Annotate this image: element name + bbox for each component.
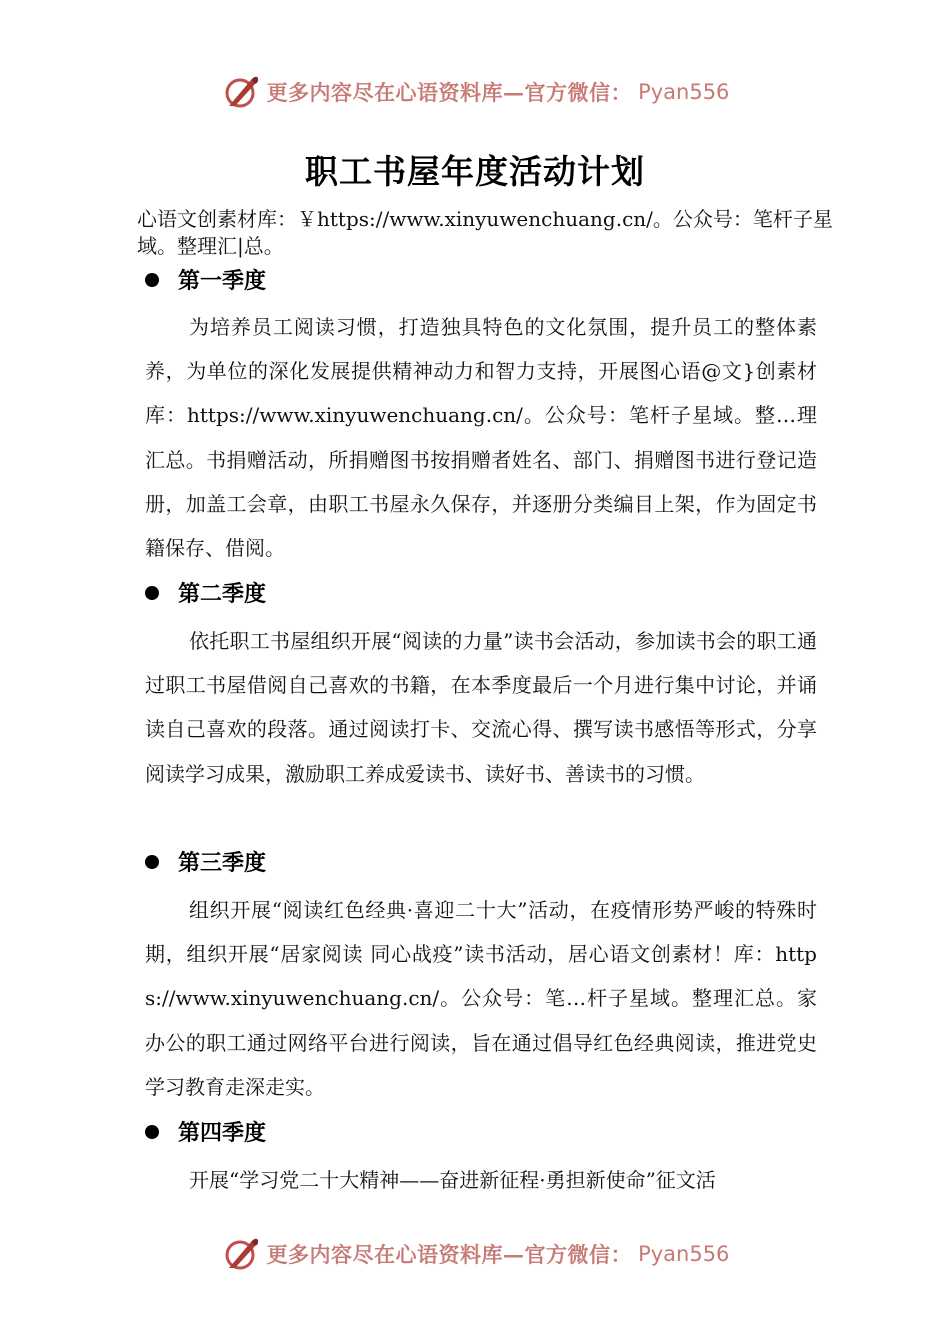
section-heading-q3	[145, 846, 266, 877]
banner-text: 更多内容尽在心语资料库—官方微信：	[266, 80, 633, 105]
quill-logo-icon	[221, 1234, 261, 1274]
section-heading-text: 第二季度	[178, 582, 267, 607]
section-heading-q1	[145, 264, 266, 295]
quill-logo-icon	[221, 72, 261, 112]
document-title: 职工书屋年度活动计划	[305, 152, 645, 191]
source-note: 心语文创素材库：￥https://www.xinyuwenchuang.cn/。公众号：笔杆子星域。整理汇|总。	[137, 207, 833, 258]
bullet-icon	[145, 855, 159, 869]
bullet-icon	[145, 586, 159, 600]
banner-text: 更多内容尽在心语资料库—官方微信：	[266, 1242, 633, 1267]
section-heading-text: 第四季度	[178, 1121, 267, 1146]
header-banner	[0, 70, 950, 114]
bullet-icon	[145, 273, 159, 287]
section-body-q1: 为培养员工阅读习惯，打造独具特色的文化氛围，提升员工的整体素养，为单位的深化发展提供精神动力和智力支持，开展图心语@文}创素材库：https://www.xinyuwenchuang.cn/。公众号：笔杆子星域。整…理汇总。书捐赠活动，所捐赠图书按捐赠者姓名、部门、捐赠图书进行登记造册，加盖工会章，由职工书屋永久保存，并逐册分类编目上架，作为固定书籍保存、借阅。	[145, 315, 817, 561]
footer-banner	[0, 1232, 950, 1276]
section-heading-q4	[145, 1116, 266, 1147]
bullet-icon	[145, 1125, 159, 1139]
banner-wechat-handle: Pyan556	[638, 1242, 730, 1266]
section-body-q2: 依托职工书屋组织开展“阅读的力量”读书会活动，参加读书会的职工通过职工书屋借阅自己喜欢的书籍，在本季度最后一个月进行集中讨论，并诵读自己喜欢的段落。通过阅读打卡、交流心得、撰写读书感悟等形式，分享阅读学习成果，激励职工养成爱读书、读好书、善读书的习惯。	[145, 629, 817, 786]
section-heading-q2	[145, 577, 266, 608]
banner-wechat-handle: Pyan556	[638, 80, 730, 104]
section-heading-text: 第一季度	[178, 269, 267, 294]
section-heading-text: 第三季度	[178, 851, 267, 876]
section-body-q4: 开展“学习党二十大精神——奋进新征程·勇担新使命”征文活	[189, 1168, 716, 1192]
section-body-q3: 组织开展“阅读红色经典·喜迎二十大”活动，在疫情形势严峻的特殊时期，组织开展“居家阅读 同心战疫”读书活动，居心语文创素材！库：https://www.xinyuwenchuang.cn/。公众号：笔…杆子星域。整理汇总。家办公的职工通过网络平台进行阅读，旨在通过倡导红色经典阅读，推进党史学习教育走深走实。	[145, 898, 817, 1099]
